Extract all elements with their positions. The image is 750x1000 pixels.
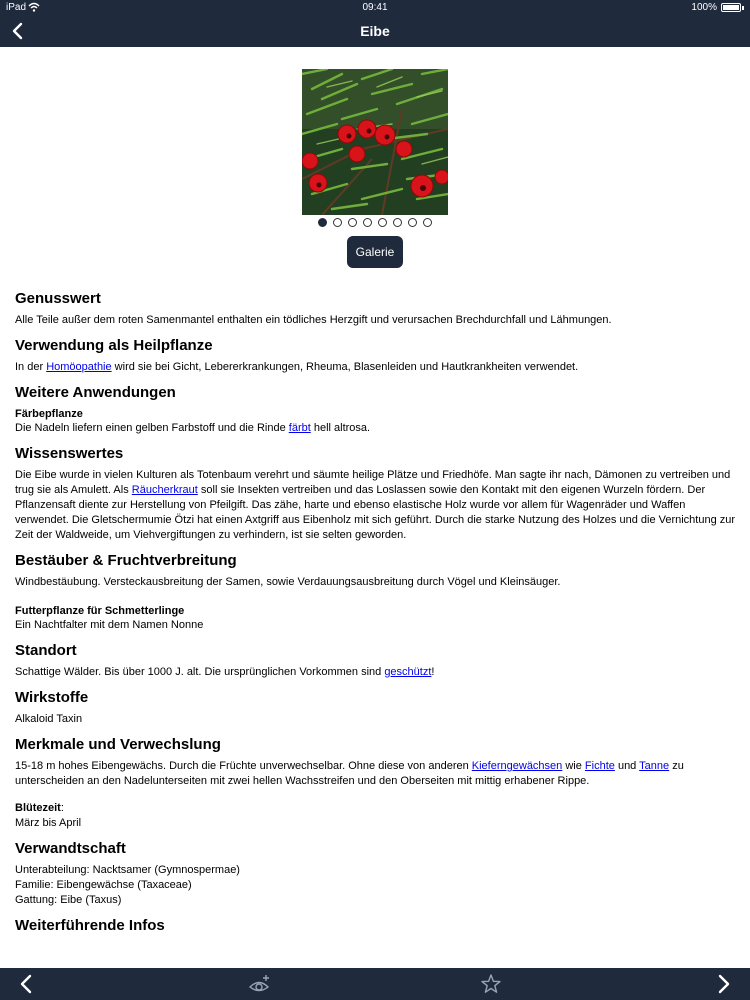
section-heading-wissenswertes: Wissenswertes xyxy=(15,445,124,462)
section-heading-bestaeuber: Bestäuber & Fruchtverbreitung xyxy=(15,552,237,569)
link-tanne[interactable]: Tanne xyxy=(639,760,670,772)
carrier-label: iPad xyxy=(6,2,27,13)
battery-percent: 100% xyxy=(691,2,717,13)
link-raeucherkraut[interactable]: Räucherkraut xyxy=(131,484,198,496)
yew-berries-image xyxy=(302,69,448,215)
plant-article xyxy=(15,281,737,940)
page-dot[interactable] xyxy=(333,218,342,227)
navigation-bar xyxy=(0,16,750,47)
section-heading-wirkstoffe: Wirkstoffe xyxy=(15,689,89,706)
page-dot[interactable] xyxy=(318,218,327,227)
page-title: Eibe xyxy=(360,23,390,39)
bottom-toolbar xyxy=(0,968,750,1000)
page-dot[interactable] xyxy=(423,218,432,227)
page-dot[interactable] xyxy=(378,218,387,227)
section-text-wirkstoffe: Alkaloid Taxin xyxy=(15,713,83,725)
gallery-button[interactable]: Galerie xyxy=(347,236,403,268)
page-dot[interactable] xyxy=(408,218,417,227)
section-text-heilpflanze: In der Homöopathie wird sie bei Gicht, Lebererkrankungen, Rheuma, Blasenleiden und Hautkrankheiten verwendet. xyxy=(15,361,579,373)
bluetezeit-value: März bis April xyxy=(15,817,82,829)
chevron-right-icon xyxy=(720,976,728,992)
link-geschuetzt[interactable]: geschützt xyxy=(384,666,432,678)
taxonomy-line: Gattung: Eibe (Taxus) xyxy=(15,894,122,906)
section-text-anwendungen: Die Nadeln liefern einen gelben Farbstoff und die Rinde färbt hell altrosa. xyxy=(15,422,371,434)
section-text-merkmale: 15-18 m hohes Eibengewächs. Durch die Früchte unverwechselbar. Ohne diese von anderen Kieferngewächsen wie Fichte und Tanne zu unterscheiden an den Nadelunterseiten mit zwei hellen Wachsstreifen und den Oberseiten mit mittig erhabener Rippe. xyxy=(15,760,684,787)
subheading-futterpflanze: Futterpflanze für Schmetterlinge xyxy=(15,605,185,617)
taxonomy-line: Familie: Eibengewächse (Taxaceae) xyxy=(15,879,192,891)
page-dot[interactable] xyxy=(348,218,357,227)
page-dot[interactable] xyxy=(393,218,402,227)
link-fichte[interactable]: Fichte xyxy=(584,760,615,772)
eye-plus-icon xyxy=(250,975,269,991)
content-scroll[interactable] xyxy=(0,47,750,968)
link-kieferngewaechse[interactable]: Kieferngewächsen xyxy=(471,760,563,772)
plant-photo[interactable] xyxy=(302,69,448,215)
battery-indicator xyxy=(691,2,744,13)
section-text-wissenswertes: Die Eibe wurde in vielen Kulturen als Totenbaum verehrt und säumte heilige Plätze und Friedhöfe. Man sagte ihr nach, Dämonen zu vertreiben und trug sie als Amulett. Als Räucherkraut soll sie Insekten vertreiben und das Loslassen sowie den Kontakt mit den eigenen Wurzeln fördern. Der Pflanzensaft diente zur Herstellung von Pfeilgift. Das zähe, harte und ebenso elastische Holz wurde vor allem für Wagenräder und Waffen verwendet. Die Gletschermumie Ötzi hat einen Axtgriff aus Eibenholz mit sich geführt. Durch die starke Nutzung des Holzes und die Vernichtung zur Zeit der Waldweide, um Viehvergiftungen zu verhindern, ist sie selten geworden. xyxy=(15,469,736,541)
clock: 09:41 xyxy=(362,2,388,13)
battery-icon xyxy=(721,3,741,12)
add-observation-button[interactable] xyxy=(248,973,272,995)
link-homoeopathie[interactable]: Homöopathie xyxy=(46,361,112,373)
section-heading-weiterfuehrend: Weiterführende Infos xyxy=(15,917,165,934)
next-button[interactable] xyxy=(714,973,734,995)
section-text-bestaeuber: Windbestäubung. Versteckausbreitung der Samen, sowie Verdauungsausbreitung durch Vögel und Kleinsäuger. xyxy=(15,576,561,588)
previous-button[interactable] xyxy=(16,973,36,995)
page-indicator[interactable] xyxy=(0,218,750,227)
section-heading-genusswert: Genusswert xyxy=(15,290,101,307)
section-text-standort: Schattige Wälder. Bis über 1000 J. alt. Die ursprünglichen Vorkommen sind geschützt! xyxy=(15,666,435,678)
favorite-button[interactable] xyxy=(481,973,501,995)
page-dot[interactable] xyxy=(363,218,372,227)
taxonomy-line: Unterabteilung: Nacktsamer (Gymnospermae) xyxy=(15,864,240,876)
status-bar xyxy=(0,0,750,16)
chevron-left-icon xyxy=(22,976,30,992)
section-text-futterpflanze: Ein Nachtfalter mit dem Namen Nonne xyxy=(15,619,204,631)
star-icon xyxy=(482,975,500,992)
section-heading-standort: Standort xyxy=(15,642,77,659)
section-heading-heilpflanze: Verwendung als Heilpflanze xyxy=(15,337,213,354)
section-heading-verwandtschaft: Verwandtschaft xyxy=(15,840,126,857)
section-heading-anwendungen: Weitere Anwendungen xyxy=(15,384,176,401)
section-text-genusswert: Alle Teile außer dem roten Samenmantel enthalten ein tödliches Herzgift und verursachen Brechdurchfall und Lähmungen. xyxy=(15,314,612,326)
link-faerbt[interactable]: färbt xyxy=(288,422,311,434)
section-heading-merkmale: Merkmale und Verwechslung xyxy=(15,736,221,753)
subheading-faerbepflanze: Färbepflanze xyxy=(15,408,83,420)
bluetezeit-label: Blütezeit: xyxy=(15,802,64,814)
